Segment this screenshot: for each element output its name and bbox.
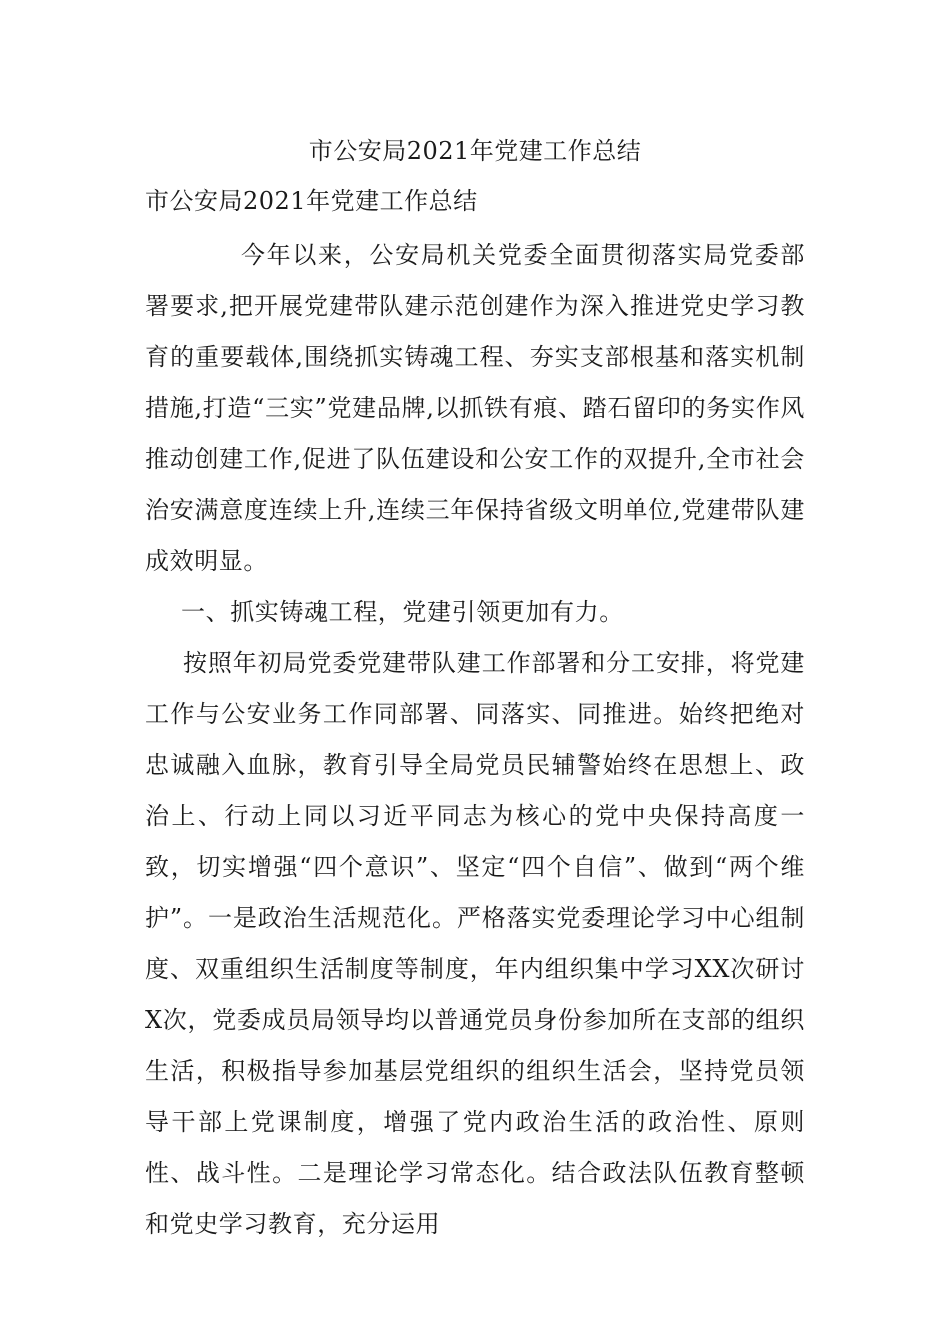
document-body — [145, 230, 805, 1250]
document-subtitle: 市公安局2021年党建工作总结 — [145, 187, 478, 215]
section-heading-1: 一、抓实铸魂工程，党建引领更加有力。 — [181, 598, 624, 626]
paragraph-intro: 今年以来，公安局机关党委全面贯彻落实局党委部署要求,把开展党建带队建示范创建作为深入推进党史学习教育的重要载体,围绕抓实铸魂工程、夯实支部根基和落实机制措施,打造“三实”党建品牌,以抓铁有痕、踏石留印的务实作风推动创建工作,促进了队伍建设和公安工作的双提升,全市社会治安满意度连续上升,连续三年保持省级文明单位,党建带队建成效明显。 — [145, 241, 805, 575]
document-title: 市公安局2021年党建工作总结 — [308, 137, 642, 165]
paragraph-section-1: 按照年初局党委党建带队建工作部署和分工安排，将党建工作与公安业务工作同部署、同落实、同推进。始终把绝对忠诚融入血脉，教育引导全局党员民辅警始终在思想上、政治上、行动上同以习近平同志为核心的党中央保持高度一致，切实增强“四个意识”、坚定“四个自信”、做到“两个维护”。一是政治生活规范化。严格落实党委理论学习中心组制度、双重组织生活制度等制度，年内组织集中学习XX次研讨X次，党委成员局领导均以普通党员身份参加所在支部的组织生活，积极指导参加基层党组织的组织生活会，坚持党员领导干部上党课制度，增强了党内政治生活的政治性、原则性、战斗性。二是理论学习常态化。结合政法队伍教育整顿和党史学习教育，充分运用 — [145, 649, 805, 1238]
